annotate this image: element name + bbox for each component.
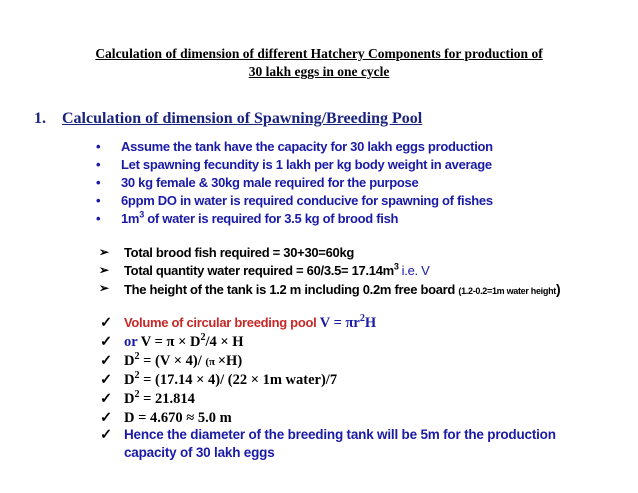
bullet-text: 30 kg female & 30kg male required for the purpose (121, 175, 419, 190)
superscript: 2 (134, 351, 140, 363)
page-title-line-2: 30 lakh eggs in one cycle (248, 64, 390, 79)
bullet-text-part: of water is required for 3.5 kg of brood fish (143, 211, 399, 226)
arrow-text (124, 281, 560, 297)
bullet-item (96, 193, 596, 209)
check-text-part: /4 × H (205, 334, 244, 350)
bullet-item (96, 175, 596, 191)
check-text: capacity of 30 lakh eggs (124, 445, 275, 460)
check-icon: ✓ (100, 372, 113, 388)
check-text (124, 353, 242, 370)
check-item (100, 372, 600, 390)
check-item (100, 334, 600, 352)
arrow-text-part: Total quantity water required = 60/3.5= 17.14m (124, 263, 394, 278)
bullet-text: Let spawning fecundity is 1 lakh per kg body weight in average (121, 157, 492, 172)
check-text-part: = 21.814 (139, 391, 195, 407)
bullet-text: 6ppm DO in water is required conducive for spawning of fishes (121, 193, 493, 208)
arrow-item (99, 245, 599, 261)
check-item (100, 427, 630, 467)
superscript: 2 (134, 389, 140, 401)
check-item (100, 391, 600, 409)
superscript: 2 (134, 370, 140, 382)
arrow-text (124, 263, 430, 278)
superscript: 2 (359, 313, 365, 325)
page-title-line-1: Calculation of dimension of different Hatchery Components for production of (95, 46, 543, 61)
bullet-item (96, 157, 596, 173)
check-text-part: D (124, 353, 135, 369)
bullet-marker: • (96, 175, 101, 190)
check-text-part: = (V × 4)/ (139, 353, 206, 369)
bullet-marker: • (96, 139, 101, 154)
arrow-text: Total brood fish required = 30+30=60kg (124, 245, 355, 260)
section-heading-text: Calculation of dimension of Spawning/Breeding Pool (62, 110, 423, 127)
bullet-item (96, 211, 596, 227)
check-icon: ✓ (100, 410, 113, 426)
check-text (124, 372, 337, 389)
superscript: 2 (200, 332, 206, 344)
superscript: 3 (139, 209, 144, 220)
arrow-marker: ➢ (99, 281, 109, 295)
bullet-text-part: 1m (121, 211, 140, 226)
bullet-text: Assume the tank have the capacity for 30 lakh eggs production (121, 139, 493, 154)
check-text-part: Volume of circular breeding pool (124, 315, 320, 330)
arrow-item (99, 281, 619, 297)
check-icon: ✓ (100, 315, 113, 331)
check-text: D = 4.670 ≈ 5.0 m (124, 410, 232, 426)
check-icon: ✓ (100, 427, 113, 443)
check-item (100, 315, 600, 333)
arrow-marker: ➢ (99, 263, 109, 277)
bullet-item (96, 139, 596, 155)
check-text-part: D (124, 391, 135, 407)
section-heading (34, 110, 422, 128)
bullet-marker: • (96, 211, 101, 226)
check-text-part: (π (205, 356, 218, 368)
arrow-text-part: The height of the tank is 1.2 m including 0.2m free board (124, 282, 459, 297)
arrow-marker: ➢ (99, 245, 109, 259)
check-item (100, 353, 600, 371)
check-text-part: = (17.14 × 4)/ (22 × 1m water)/7 (139, 372, 338, 388)
superscript: 3 (393, 261, 399, 272)
check-text (124, 334, 244, 351)
check-icon: ✓ (100, 391, 113, 407)
check-icon: ✓ (100, 334, 113, 350)
check-text (124, 315, 376, 332)
arrow-text-part: i.e. V (401, 263, 430, 278)
arrow-text-small: (1.2-0.2=1m water height (458, 286, 556, 296)
check-text-part: or (124, 334, 141, 350)
section-number: 1. (34, 110, 46, 127)
arrow-item (99, 263, 599, 279)
check-text-part: H (364, 315, 377, 331)
check-text-part: V = πr (319, 315, 360, 331)
bullet-marker: • (96, 193, 101, 208)
arrow-text-part: ) (555, 281, 561, 297)
check-item (100, 410, 600, 428)
check-text-part: V = π × D (140, 334, 201, 350)
check-text-part: D (124, 372, 135, 388)
check-text: Hence the diameter of the breeding tank will be 5m for the production (124, 427, 556, 442)
check-icon: ✓ (100, 353, 113, 369)
bullet-marker: • (96, 157, 101, 172)
check-text-part: ×H) (217, 353, 243, 369)
bullet-text (121, 211, 398, 226)
check-text (124, 391, 195, 408)
